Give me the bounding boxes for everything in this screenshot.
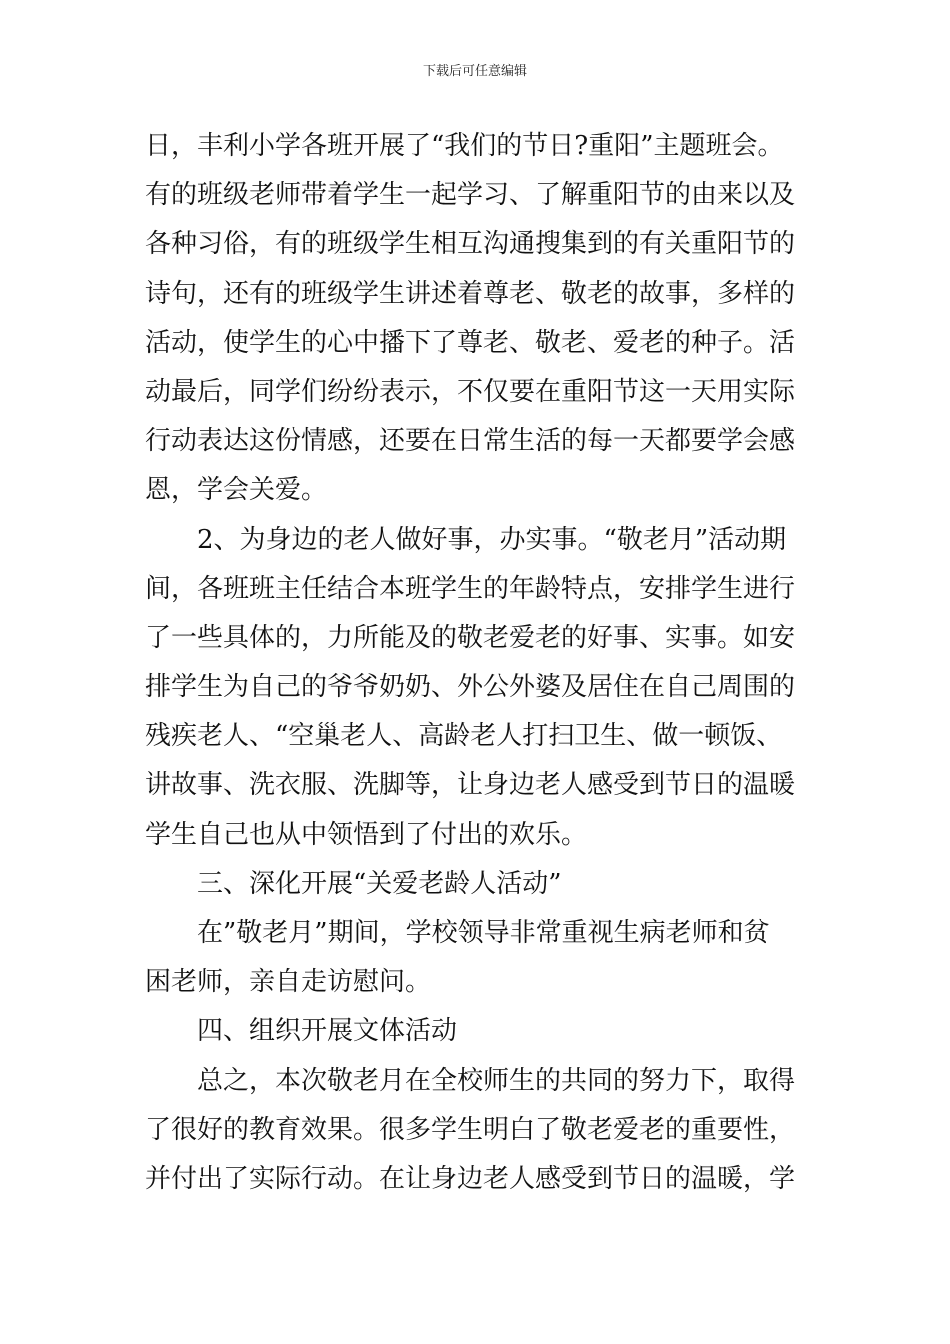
text-line: 了很好的教育效果。很多学生明白了敬老爱老的重要性，	[145, 1114, 796, 1145]
text-line: 在”敬老月”期间，学校领导非常重视生病老师和贫	[197, 918, 770, 948]
text-line: 间，各班班主任结合本班学生的年龄特点，安排学生进行	[145, 573, 796, 604]
text-line: 诗句，还有的班级学生讲述着尊老、敬老的故事，多样的	[145, 278, 796, 309]
text-line: 日，丰利小学各班开展了“我们的节日?重阳”主题班会。	[145, 131, 784, 161]
text-line: 排学生为自己的爷爷奶奶、外公外婆及居住在自己周围的	[145, 672, 796, 703]
text-line: 恩，学会关爱。	[145, 475, 328, 506]
text-line: 困老师，亲自走访慰问。	[145, 967, 432, 998]
text-line: 动最后，同学们纷纷表示，不仅要在重阳节这一天用实际	[145, 376, 796, 407]
text-line: 总之，本次敬老月在全校师生的共同的努力下，取得	[197, 1065, 796, 1096]
section-heading: 三、深化开展“关爱老龄人活动”	[197, 868, 562, 899]
text-line: 并付出了实际行动。在让身边老人感受到节日的温暖，学	[145, 1163, 796, 1194]
document-body	[145, 122, 805, 1204]
text-line: 有的班级老师带着学生一起学习、了解重阳节的由来以及	[145, 180, 796, 211]
text-line: 活动，使学生的心中播下了尊老、敬老、爱老的种子。活	[145, 327, 796, 358]
text-line: 讲故事、洗衣服、洗脚等，让身边老人感受到节日的温暖	[145, 770, 796, 801]
text-line: 学生自己也从中领悟到了付出的欢乐。	[145, 819, 588, 850]
page-header-note: 下载后可任意编辑	[422, 64, 527, 79]
text-line: 残疾老人、“空巢老人、高龄老人打扫卫生、做一顿饭、	[145, 721, 783, 752]
section-heading: 四、组织开展文体活动	[197, 1016, 458, 1047]
text-line: 各种习俗，有的班级学生相互沟通搜集到的有关重阳节的	[145, 229, 796, 260]
text-line: 行动表达这份情感，还要在日常生活的每一天都要学会感	[145, 426, 796, 457]
text-line: 2、为身边的老人做好事，办实事。“敬老月”活动期	[197, 524, 787, 555]
text-line: 了一些具体的，力所能及的敬老爱老的好事、实事。如安	[145, 622, 796, 653]
